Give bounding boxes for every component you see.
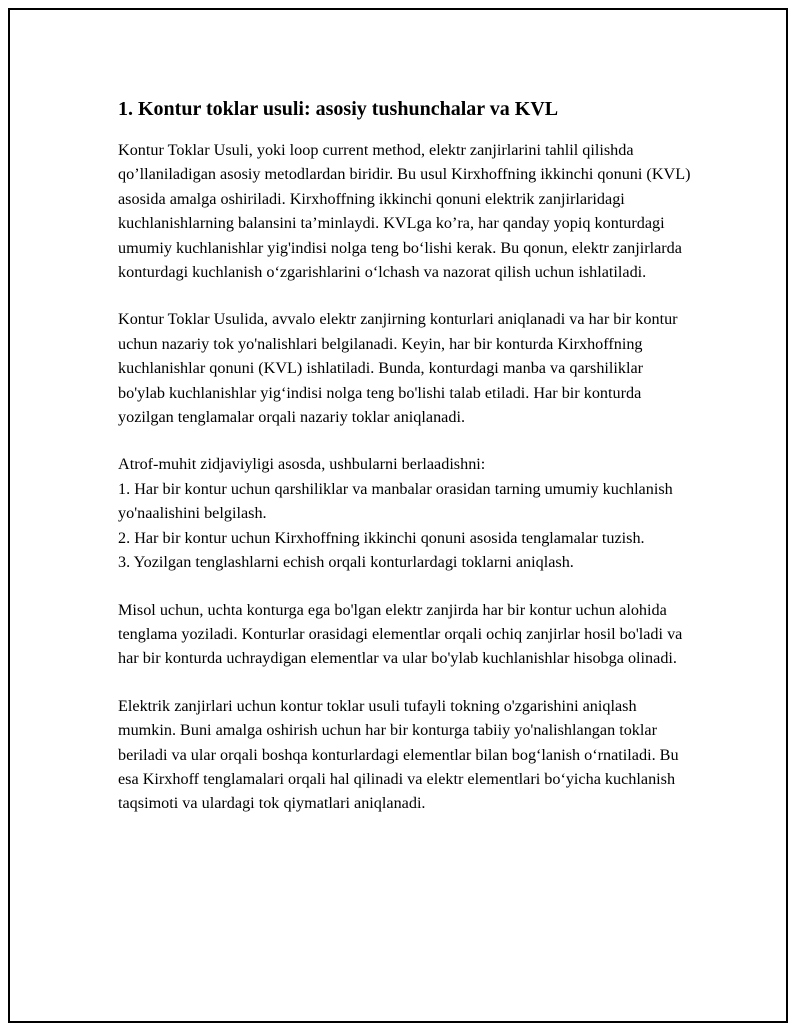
paragraph-conclusion: Elektrik zanjirlari uchun kontur toklar usuli tufayli tokning o'zgarishini aniqlash mumkin. Buni amalga oshirish uchun har bir konturga tabiiy yo'nalishlangan toklar beriladi va ular orqali boshqa konturlardagi elementlar bilan bog‘lanish o‘rnatiladi. Bu esa Kirxhoff tenglamalari orqali hal qilinadi va elektr elementlari bo‘yicha kuchlanish taqsimoti va ulardagi tok qiymatlari aniqlanadi. xyxy=(118,696,679,813)
list-item: 1. Har bir kontur uchun qarshiliklar va manbalar orasidan tarning umumiy kuchlanish yo'naalishini belgilash. xyxy=(118,479,673,523)
numbered-list-block xyxy=(118,452,693,574)
list-item: 3. Yozilgan tenglashlarni echish orqali konturlardagi toklarni aniqlash. xyxy=(118,553,574,572)
paragraph-example: Misol uchun, uchta konturga ega bo'lgan elektr zanjirda har bir kontur uchun alohida tenglama yoziladi. Konturlar orasidagi elementlar orqali ochiq zanjirlar hosil bo'ladi va har bir konturda uchraydigan elementlar va ular bo'ylab kuchlanishlar hisobga olinadi. xyxy=(118,600,683,668)
document-page xyxy=(8,8,788,1023)
document-body xyxy=(118,94,693,839)
paragraph-method-steps: Kontur Toklar Usulida, avvalo elektr zanjirning konturlari aniqlanadi va har bir kontur uchun nazariy tok yo'nalishlari belgilanadi. Keyin, har bir konturda Kirxhoffning kuchlanishlar qonuni (KVL) ishlatiladi. Bunda, konturdagi manba va qarshiliklar bo'ylab kuchlanishlar yig‘indisi nolga teng bo'lishi talab etiladi. Har bir konturda yozilgan tenglamalar orqali nazariy toklar aniqlanadi. xyxy=(118,310,678,427)
section-heading: 1. Kontur toklar usuli: asosiy tushunchalar va KVL xyxy=(118,98,559,120)
list-intro: Atrof-muhit zidjaviyligi asosda, ushbularni berlaadishni: xyxy=(118,455,486,474)
paragraph-kvl-intro: Kontur Toklar Usuli, yoki loop current method, elektr zanjirlarini tahlil qilishda qo’llaniladigan asosiy metodlardan biridir. Bu usul Kirxhoffning ikkinchi qonuni (KVL) asosida amalga oshiriladi. Kirxhoffning ikkinchi qonuni elektrik zanjirlaridagi kuchlanishlarning balansini ta’minlaydi. KVLga ko’ra, har qanday yopiq konturdagi umumiy kuchlanishlar yig'indisi nolga teng bo‘lishi kerak. Bu qonun, elektr zanjirlarda konturdagi kuchlanish o‘zgarishlarini o‘lchash va nazorat qilish uchun ishlatiladi. xyxy=(118,141,691,282)
list-item: 2. Har bir kontur uchun Kirxhoffning ikkinchi qonuni asosida tenglamalar tuzish. xyxy=(118,528,645,547)
